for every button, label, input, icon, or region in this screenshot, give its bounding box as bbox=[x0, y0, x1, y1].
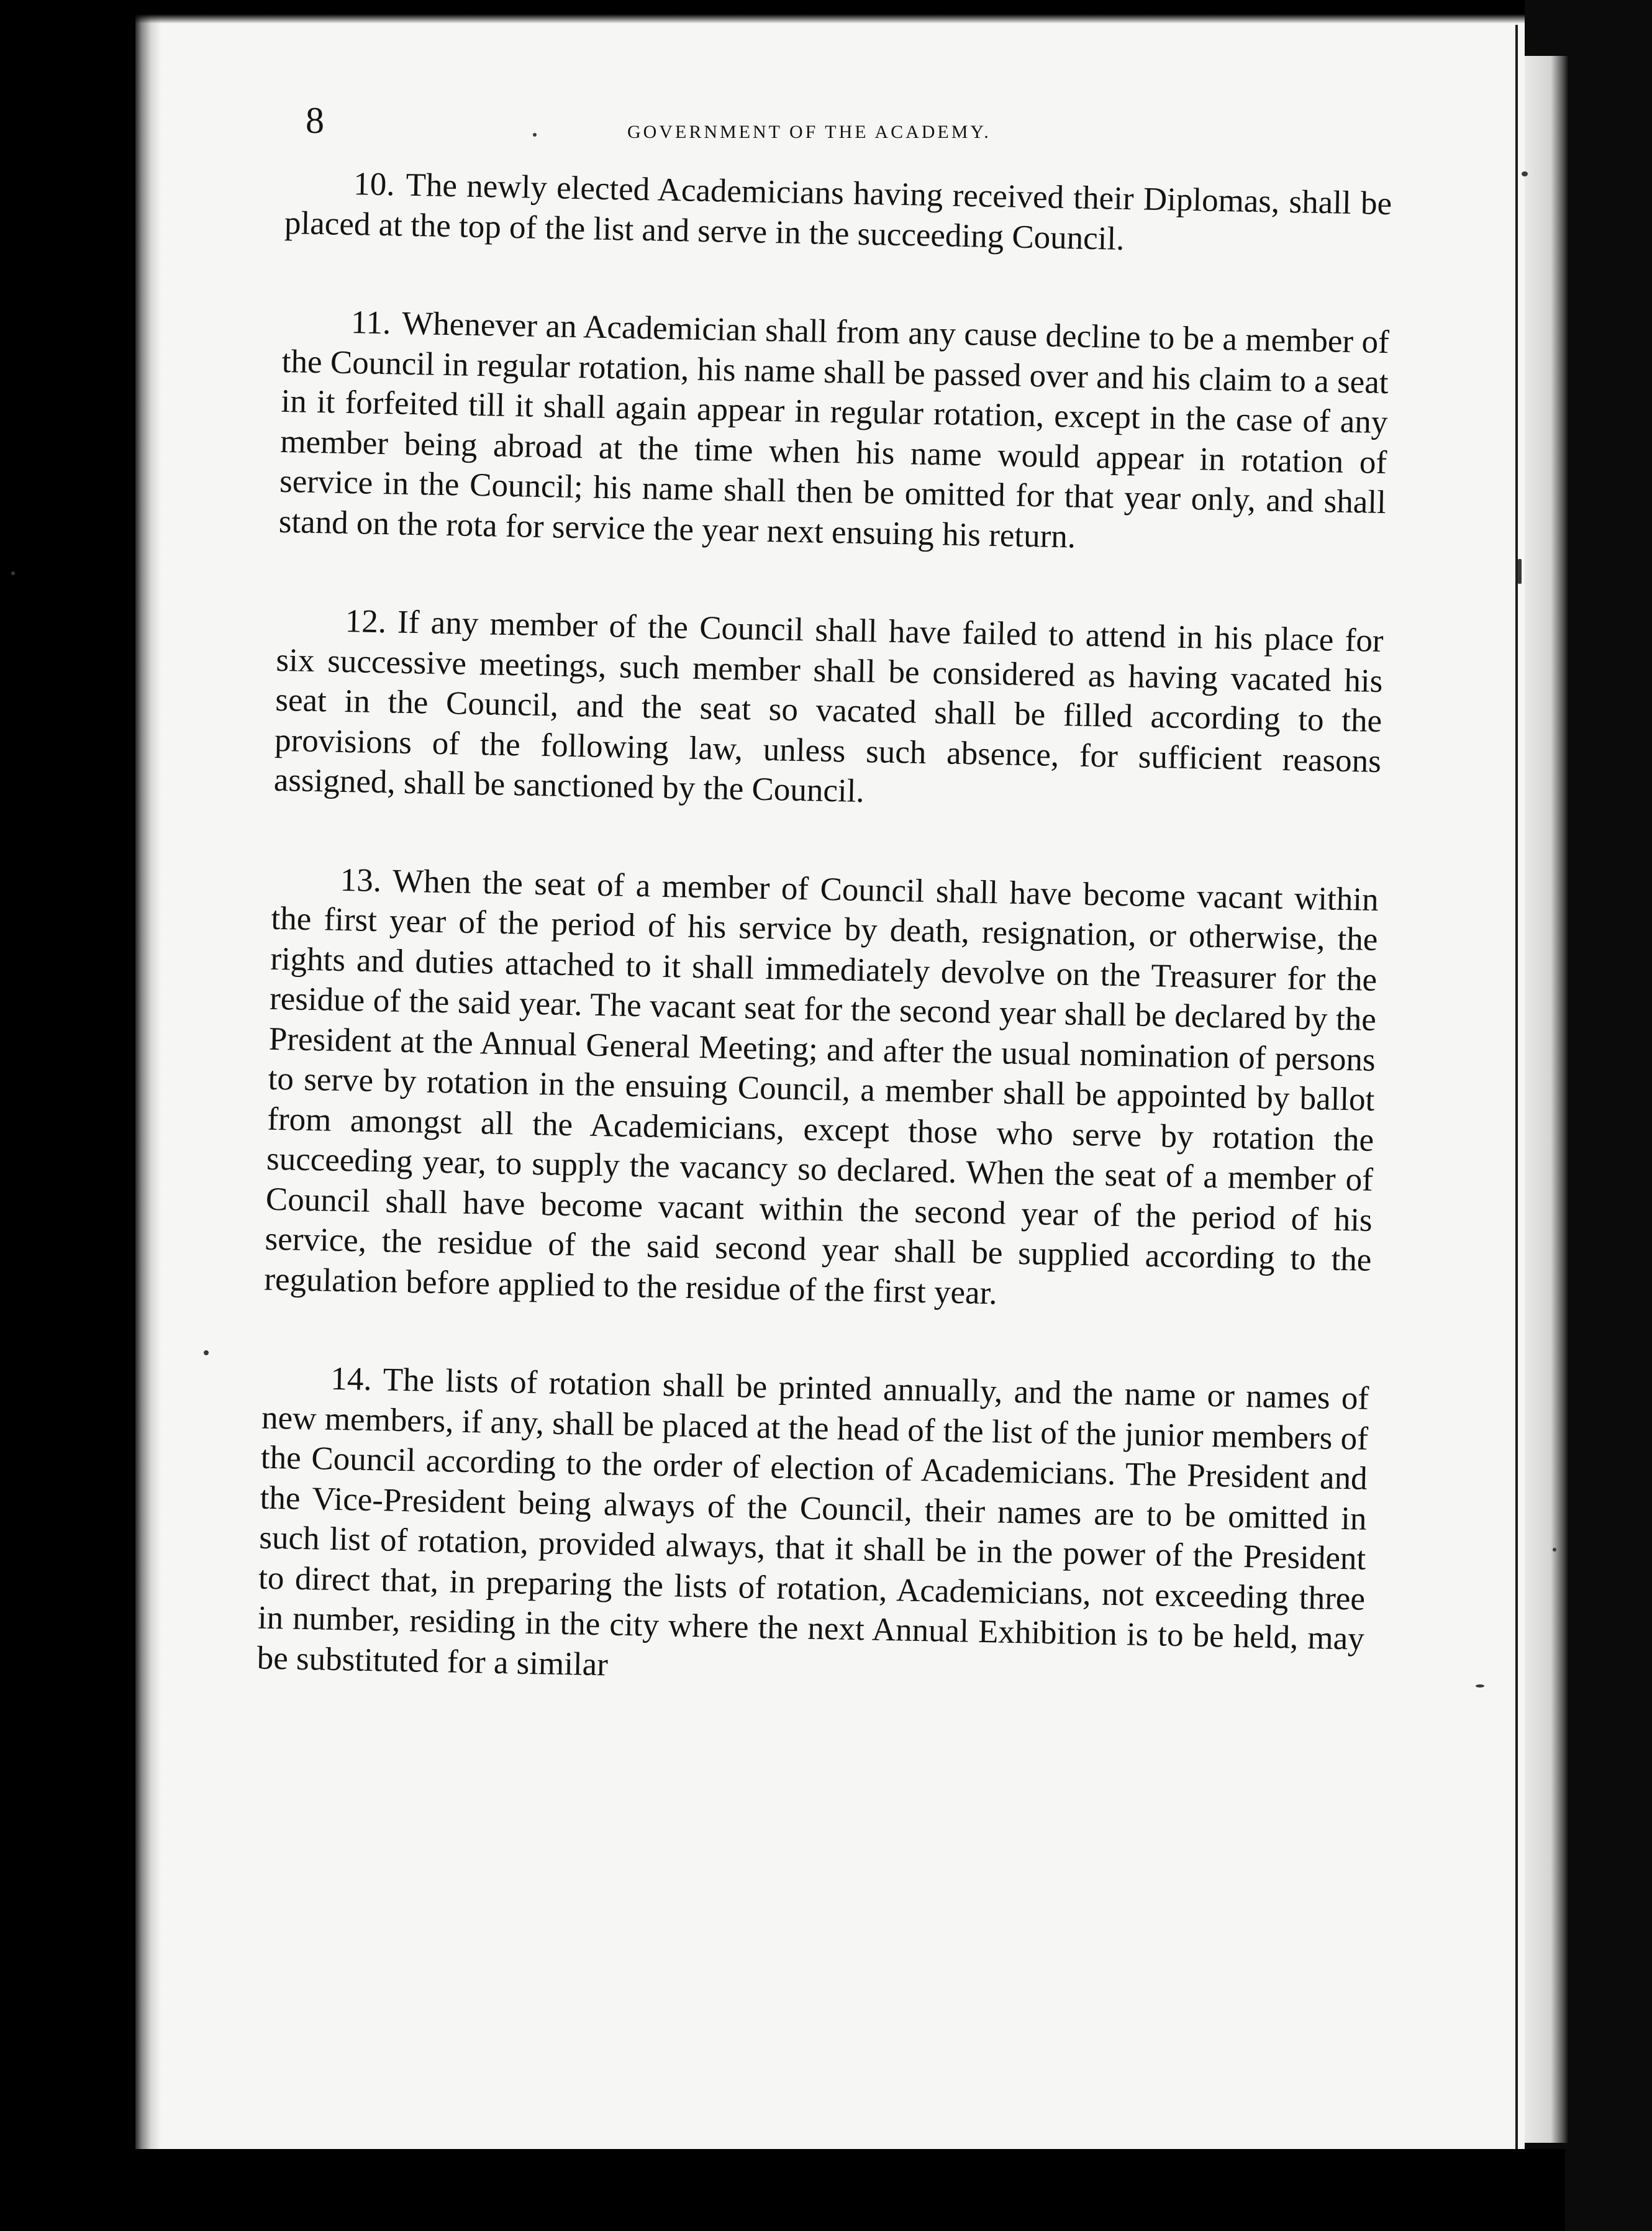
section-11 bbox=[278, 301, 1389, 563]
section-text: The lists of rotation shall be printed annually, and the name or names of new members, if any, shall be placed at the head of the list of the junior members of the Council according to the order of election of Academicians. The President and the Vice-President being always of the Council, their names are to be omitted in such list of rotation, provided always, that it shall be in the power of the President to direct that, in preparing the lists of rotation, Academicians, not exceeding three in number, residing in the city where the next Annual Exhibition is to be held, may be substituted for a similar bbox=[256, 1361, 1369, 1683]
page-bottom-edge bbox=[135, 2149, 1565, 2231]
section-text: If any member of the Council shall have failed to attend in his place for six successive meetings, such member shall be considered as having vacated his seat in the Council, and the seat so vacated shall be filled according to the provisions of the following law, unless such absence, for sufficient reasons assigned, shall be sanctioned by the Council. bbox=[273, 604, 1384, 810]
scan-speck bbox=[1553, 1548, 1556, 1552]
page-top-edge bbox=[135, 0, 1565, 24]
section-number: 14. bbox=[330, 1360, 373, 1398]
page-body bbox=[256, 163, 1392, 1699]
section-12 bbox=[273, 600, 1384, 822]
scan-speck bbox=[1522, 171, 1528, 176]
section-number: 12. bbox=[345, 602, 387, 640]
scan-speck bbox=[204, 1350, 209, 1355]
page-fold-line bbox=[1515, 25, 1518, 2149]
binding-gutter bbox=[135, 0, 161, 2231]
section-text: Whenever an Academician shall from any cause decline to be a member of the Council in regular rotation, his name shall be passed over and his claim to a seat in it forfeited till it shall again appear in regular rotation, except in the case of any member being abroad at the time when his name would appear in rotation of service in the Council; his name shall then be omitted for that year only, and shall stand on the rota for service the year next ensuing his return. bbox=[278, 305, 1390, 555]
next-page-sliver bbox=[1525, 56, 1568, 2143]
page-number: 8 bbox=[306, 100, 324, 141]
scan-speck bbox=[11, 571, 15, 575]
section-13 bbox=[264, 858, 1379, 1320]
scan-speck bbox=[1518, 559, 1522, 584]
section-number: 11. bbox=[350, 304, 391, 342]
section-text: The newly elected Academicians having received their Diplomas, shall be placed at the top of the list and serve in the succeeding Council. bbox=[284, 166, 1392, 257]
scan-speck bbox=[1476, 1684, 1484, 1688]
section-14 bbox=[256, 1358, 1369, 1699]
scan-speck bbox=[533, 133, 537, 137]
section-text: When the seat of a member of Council shall have become vacant within the first year of the period of his service by death, resignation, or otherwise, the rights and duties attached to it shall immediately devolve on the Treasurer for the residue of the said year. The vacant seat for the second year shall be declared by the President at the Annual General Meeting; and after the usual nomination of persons to serve by rotation in the ensuing Council, a member shall be appointed by ballot from amongst all the Academicians, except those who serve by rotation the succeeding year, to supply the vacancy so declared. When the seat of a member of Council shall have become vacant within the second year of the period of his service, the residue of the said second year shall be supplied according to the regulation before applied to the residue of the first year. bbox=[263, 863, 1379, 1311]
running-head: GOVERNMENT OF THE ACADEMY. bbox=[627, 122, 991, 142]
section-number: 13. bbox=[340, 861, 382, 899]
section-number: 10. bbox=[353, 166, 396, 203]
